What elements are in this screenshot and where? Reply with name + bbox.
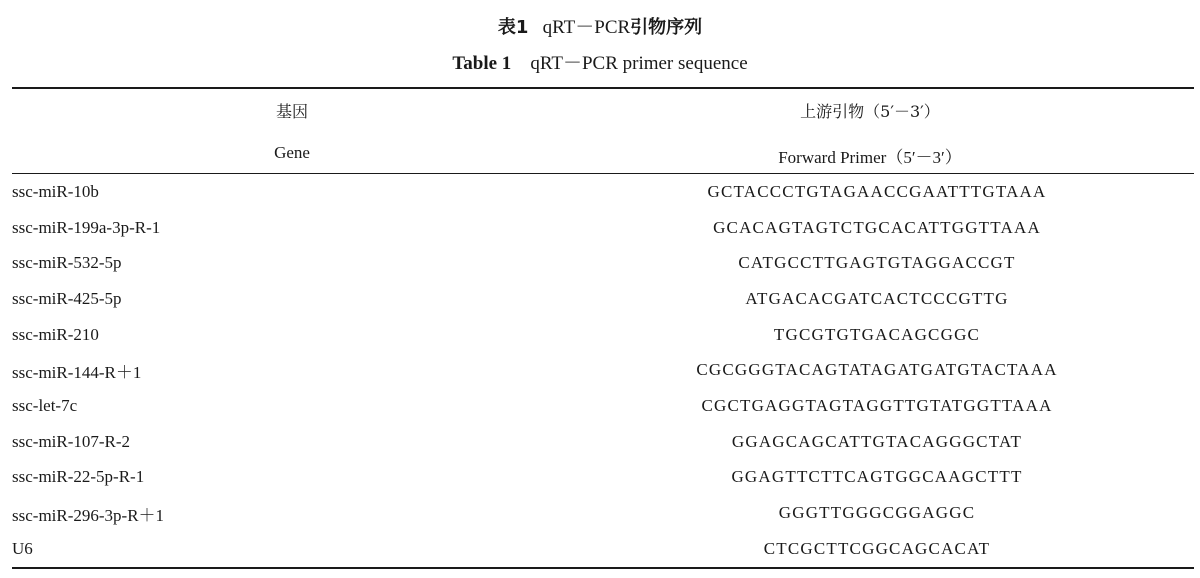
table-row [12,352,1194,388]
table-row [12,460,1194,496]
gene-cell: ssc-miR-210 [12,324,99,344]
sequence-cell: CTCGCTTCGGCAGCACAT [763,538,991,558]
sequence-cell: TGCGTGTGACAGCGGC [773,324,981,344]
sequence-cell: GCTACCCTGTAGAACCGAATTTGTAAA [707,181,1047,201]
table-row [12,281,1194,317]
table-caption-chinese [0,15,1200,41]
gene-cell: U6 [12,538,33,558]
table-row [12,531,1194,567]
header-gene-english: Gene [274,143,310,162]
gene-cell: ssc-miR-22-5p-R-1 [12,467,145,487]
table-top-rule [12,87,1194,89]
gene-cell: ssc-miR-10b [12,181,99,201]
header-gene-chinese: 基因 [275,102,308,121]
caption-title-english: qRT－PCR primer sequence [530,53,748,74]
table-bottom-rule [12,567,1194,569]
sequence-cell: CGCGGGTACAGTATAGATGATGTACTAAA [696,360,1058,380]
gene-cell: ssc-miR-144-R＋1 [12,362,142,382]
caption-title-chinese: 引物序列 [630,17,703,38]
gene-cell: ssc-let-7c [12,395,78,415]
sequence-cell: GGAGTTCTTCAGTGGCAAGCTTT [731,467,1023,487]
table-caption-english [0,51,1200,77]
gene-cell: ssc-miR-199a-3p-R-1 [12,217,161,237]
sequence-cell: GGAGCAGCATTGTACAGGGCTAT [731,431,1023,451]
caption-label-chinese: 表1 [497,17,529,38]
table-row [12,317,1194,353]
caption-title-latin: qRT－PCR [542,17,631,38]
sequence-cell: ATGACACGATCACTCCCGTTG [745,288,1009,308]
table-row [12,245,1194,281]
table-row [12,388,1194,424]
header-primer-chinese: 上游引物（5′－3′） [800,102,940,121]
sequence-cell: GCACAGTAGTCTGCACATTGGTTAAA [713,217,1041,237]
sequence-cell: CGCTGAGGTAGTAGGTTGTATGGTTAAA [701,395,1053,415]
header-primer-english: Forward Primer（5′－3′） [778,148,962,167]
table-row [12,174,1194,210]
gene-cell: ssc-miR-296-3p-R＋1 [12,505,165,525]
gene-cell: ssc-miR-532-5p [12,253,122,273]
caption-label-english: Table 1 [452,53,512,74]
sequence-cell: CATGCCTTGAGTGTAGGACCGT [738,253,1016,273]
gene-cell: ssc-miR-425-5p [12,288,122,308]
primer-table [12,174,1194,567]
table-row [12,210,1194,246]
sequence-cell: GGGTTGGGCGGAGGC [778,503,976,523]
table-row [12,424,1194,460]
table-row [12,495,1194,531]
gene-cell: ssc-miR-107-R-2 [12,431,131,451]
